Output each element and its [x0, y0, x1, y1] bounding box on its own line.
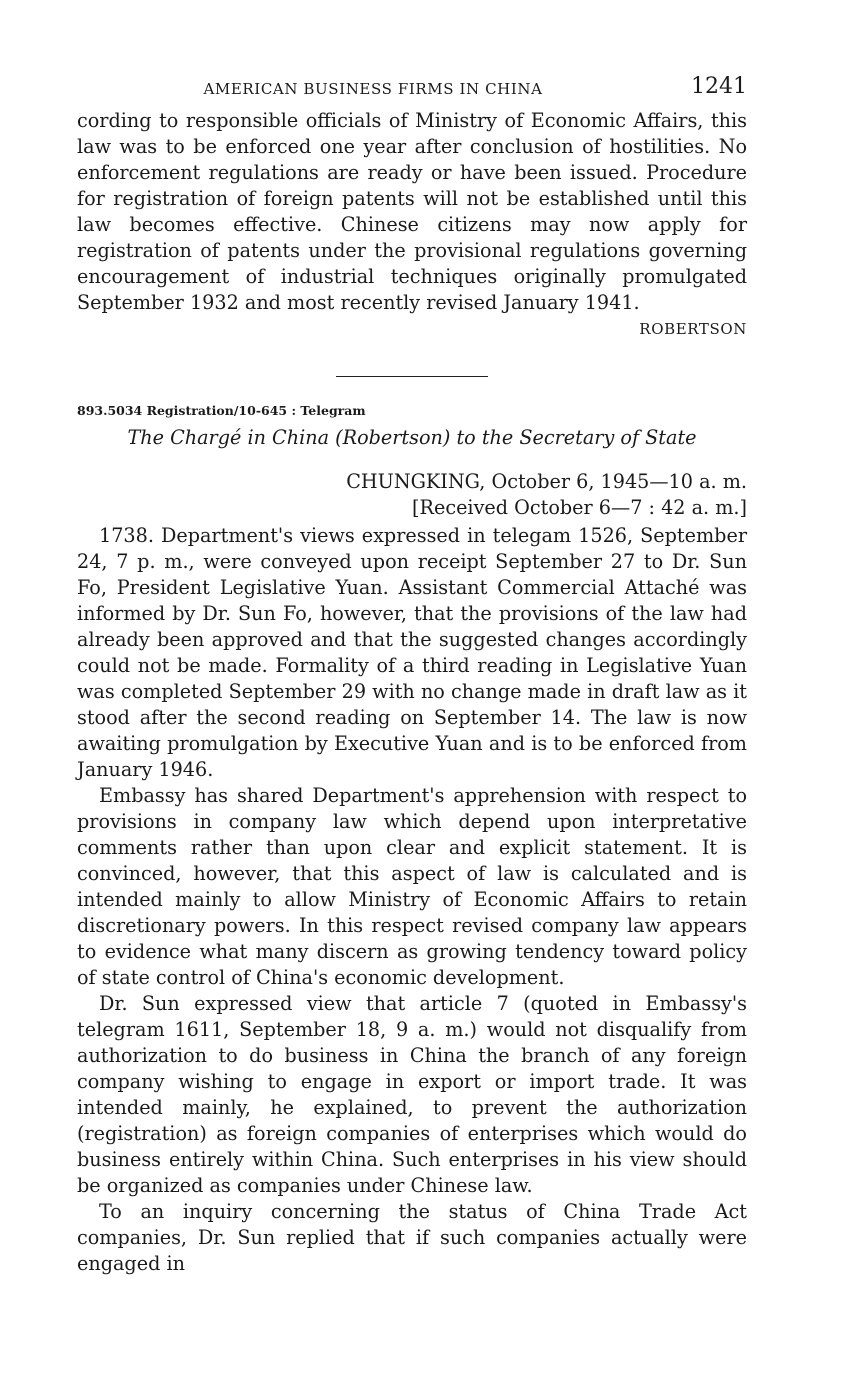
page-number: 1241 [691, 74, 747, 99]
received-line: [Received October 6—7 : 42 a. m.] [412, 496, 747, 519]
section-divider [336, 376, 488, 377]
document-heading: The Chargé in China (Robertson) to the Secretary of State [127, 426, 697, 449]
body-paragraph: 1738. Department's views expressed in telegam 1526, September 24, 7 p. m., were conveyed upon receipt September 27 to Dr. Sun Fo, President Legislative Yuan. Assistant Commercial Attaché was informed by Dr. Sun Fo, however, that the provisions of the law had already been approved and that the suggested changes accordingly could not be made. Formality of a third reading in Legislative Yuan was completed September 29 with no change made in draft law as it stood after the second reading on September 14. The law is now awaiting promulgation by Executive Yuan and is to be enforced from January 1946. [77, 524, 747, 781]
file-reference: 893.5034 Registration/10-645 : Telegram [77, 403, 366, 418]
dateline: CHUNGKING, October 6, 1945—10 a. m. [346, 470, 747, 493]
document-page [77, 72, 747, 1277]
body-paragraph: Dr. Sun expressed view that article 7 (quoted in Embassy's telegram 1611, September 18, 9 a. m.) would not disqualify from authorization to do business in China the branch of any foreign company wishing to engage in export or import trade. It was intended mainly, he explained, to prevent the authorization (registration) as foreign companies of enterprises which would do business entirely within China. Such enterprises in his view should be organized as companies under Chinese law. [77, 992, 747, 1197]
body-paragraph: To an inquiry concerning the status of China Trade Act companies, Dr. Sun replied that if such companies actually were engaged in [77, 1200, 747, 1275]
signature: ROBERTSON [639, 320, 747, 338]
continuation-paragraph: cording to responsible officials of Ministry of Economic Affairs, this law was to be enforced one year after conclusion of hostilities. No enforcement regulations are ready or have been issued. Procedure for registration of foreign patents will not be established until this law becomes effective. Chinese citizens may now apply for registration of patents under the provisional regulations governing encouragement of industrial techniques originally promulgated September 1932 and most recently revised January 1941. [77, 109, 747, 314]
running-header [77, 72, 747, 108]
body-paragraph: Embassy has shared Department's apprehension with respect to provisions in company law which depend upon interpretative comments rather than upon clear and explicit statement. It is convinced, however, that this aspect of law is calculated and is intended mainly to allow Ministry of Economic Affairs to retain discretionary powers. In this respect revised company law appears to evidence what many discern as growing tendency toward policy of state control of China's economic development. [77, 784, 747, 989]
telegram-body [77, 523, 747, 1277]
running-title: AMERICAN BUSINESS FIRMS IN CHINA [203, 80, 543, 98]
